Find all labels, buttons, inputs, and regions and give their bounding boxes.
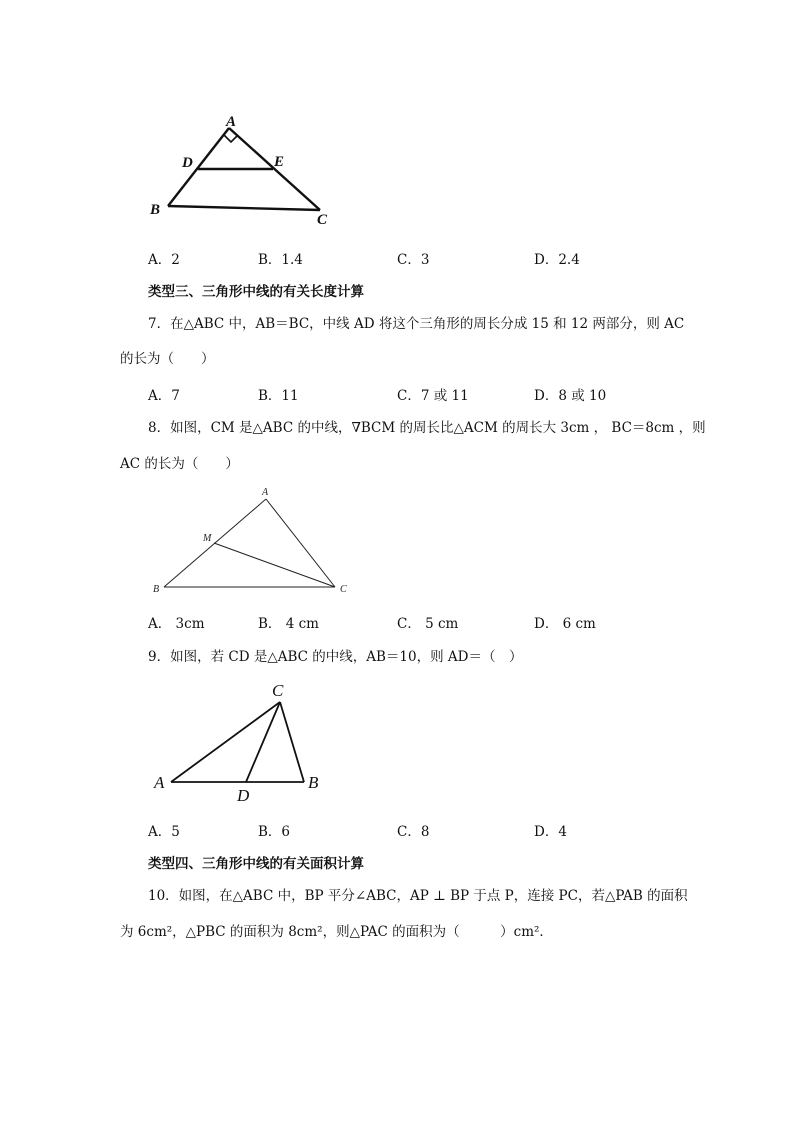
fig9-label-d: D [237,786,250,805]
q6-option-a[interactable]: A．2 [148,252,180,268]
q8-text-line2: AC 的长为（ ） [120,456,239,472]
q7-option-b[interactable]: B．11 [258,388,299,404]
q9-option-b[interactable]: B．6 [258,824,291,840]
q7-option-a[interactable]: A．7 [148,388,180,404]
q8-option-d[interactable]: D． 6 cm [534,616,596,632]
q6-option-b[interactable]: B．1.4 [258,252,303,268]
q10-text-line1: 10．如图，在△ABC 中，BP 平分∠ABC，AP ⊥ BP 于点 P，连接 PC，若△PAB 的面积 [148,888,688,904]
q7-text-line2: 的长为（ ） [120,351,215,367]
fig8-label-b: B [153,584,160,595]
q8-text-line1: 8．如图，CM 是△ABC 的中线，∇BCM 的周长比△ACM 的周长大 3cm ， BC＝8cm ，则 [148,420,706,436]
fig8-label-a: A [262,487,269,498]
q9-option-d[interactable]: D．4 [534,824,567,840]
q9-option-c[interactable]: C．8 [397,824,430,840]
q8-option-c[interactable]: C． 5 cm [397,616,459,632]
q9-option-a[interactable]: A．5 [148,824,180,840]
q6-option-d[interactable]: D．2.4 [534,252,580,268]
fig8-label-m: M [203,533,212,544]
fig6-label-c: C [317,212,328,228]
fig8-label-c: C [340,584,347,595]
q7-option-c[interactable]: C．7 或 11 [397,388,469,404]
q8-option-b[interactable]: B． 4 cm [258,616,319,632]
fig9-label-b: B [308,773,319,792]
section-heading-type-3: 类型三、三角形中线的有关长度计算 [148,284,364,300]
q6-option-c[interactable]: C．3 [397,252,430,268]
q8-option-a[interactable]: A． 3cm [148,616,205,632]
q7-text-line1: 7．在△ABC 中，AB＝BC，中线 AD 将这个三角形的周长分成 15 和 12 两部分，则 AC [148,316,685,332]
fig6-label-a: A [226,114,237,130]
section-heading-type-4: 类型四、三角形中线的有关面积计算 [148,856,364,872]
figure-q8-triangle [148,482,358,600]
fig9-label-a: A [154,773,165,792]
q9-text-line1: 9．如图，若 CD 是△ABC 的中线，AB＝10，则 AD＝（ ） [148,649,523,665]
figure-q6-triangle [140,110,350,230]
fig6-label-b: B [150,202,161,218]
fig6-label-e: E [274,154,285,170]
q7-option-d[interactable]: D．8 或 10 [534,388,607,404]
figure-q9-triangle [148,672,348,807]
fig6-label-d: D [182,155,193,171]
fig9-label-c: C [272,681,284,700]
q10-text-line2: 为 6cm²，△PBC 的面积为 8cm²，则△PAC 的面积为（ ）cm²． [120,924,553,940]
